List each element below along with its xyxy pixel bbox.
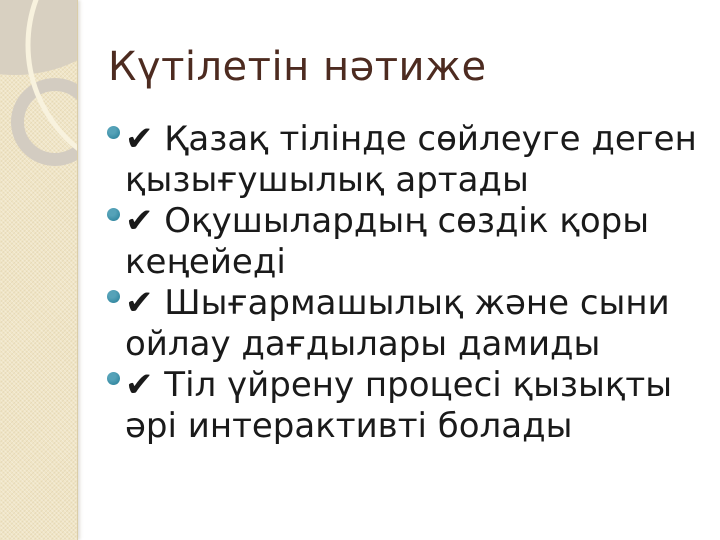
bullet-item [107, 283, 707, 365]
bullet-item [107, 201, 707, 283]
bullet-text-line: қызығушылық артады [125, 160, 529, 200]
bullet-disc-icon [107, 372, 120, 385]
bullet-disc-icon [107, 126, 120, 139]
bullet-text-line: ✔ Тіл үйрену процесі қызықты [125, 365, 673, 405]
bullet-text-line: ✔ Оқушылардың сөздік қоры [125, 201, 650, 241]
decor-gray-ring-icon [18, 85, 78, 160]
decor-dark-circle [0, 0, 77, 75]
bullet-text-line: ✔ Шығармашылық және сыни [125, 283, 670, 323]
bullet-text-line: кеңейеді [125, 242, 286, 282]
bullet-text-line: әрі интерактивті болады [125, 406, 573, 446]
bullet-item [107, 119, 707, 201]
bullet-list [107, 119, 707, 447]
sidebar-decor-graphic [0, 0, 77, 540]
bullet-disc-icon [107, 290, 120, 303]
bullet-item [107, 365, 707, 447]
bullet-text-line: ✔ Қазақ тілінде сөйлеуге деген [125, 119, 697, 159]
bullet-disc-icon [107, 208, 120, 221]
bullet-text-line: ойлау дағдылары дамиды [125, 324, 601, 364]
slide-title: Күтілетін нәтиже [108, 44, 487, 90]
sidebar-decoration [0, 0, 78, 540]
